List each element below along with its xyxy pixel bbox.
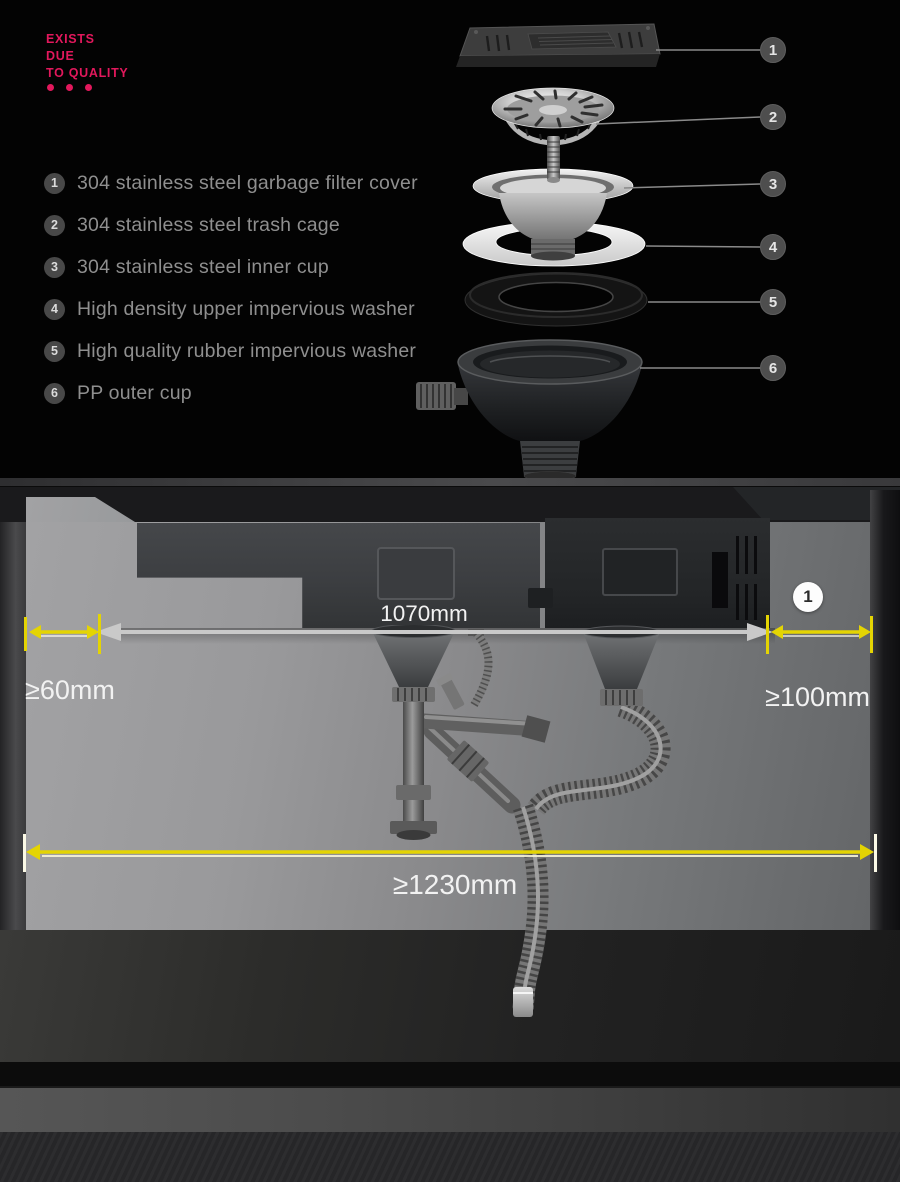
right-clearance-arrow <box>764 613 876 655</box>
sink-joint-tab <box>528 588 553 608</box>
list-item <box>44 246 464 288</box>
step-1-badge: 1 <box>793 582 823 612</box>
total-width-label: ≥1230mm <box>392 869 518 900</box>
cabinet-width-label: 1070mm <box>380 601 468 626</box>
sink-vent-slots-upper <box>736 536 762 574</box>
part-number-badge: 2 <box>44 215 65 236</box>
part-label: High density upper impervious washer <box>77 297 415 320</box>
callout-4: 4 <box>768 239 778 256</box>
part-label: 304 stainless steel inner cup <box>77 255 329 278</box>
exploded-parts-section <box>0 0 900 478</box>
parts-list <box>44 162 464 414</box>
brand-line-1: EXISTS <box>46 32 95 46</box>
callout-5: 5 <box>768 294 778 311</box>
part-label: High quality rubber impervious washer <box>77 339 417 362</box>
part-6-outer-cup <box>416 340 642 480</box>
brand-dots-decoration <box>47 84 92 91</box>
part-label: 304 stainless steel garbage filter cover <box>77 171 418 194</box>
list-item <box>44 204 464 246</box>
part-number-badge: 4 <box>44 299 65 320</box>
room-floor <box>0 1132 900 1182</box>
list-item <box>44 330 464 372</box>
brand-line-2: DUE <box>46 49 75 63</box>
callout-6: 6 <box>768 360 778 377</box>
sink-vent-slots-lower <box>736 584 762 620</box>
left-clearance-label: ≥60mm <box>25 675 115 705</box>
sink-left-mount-plate <box>377 547 455 600</box>
exploded-drain-assembly-illustration <box>410 10 900 480</box>
right-clearance-label: ≥100mm <box>765 682 870 712</box>
callout-2: 2 <box>768 109 778 126</box>
callout-1: 1 <box>768 42 778 59</box>
sink-right-slot <box>712 552 728 608</box>
part-label: 304 stainless steel trash cage <box>77 213 340 236</box>
drain-branch-pipe <box>430 728 512 805</box>
right-drain-hose <box>536 707 661 809</box>
hose-tip <box>513 987 533 1017</box>
callout-badges <box>761 38 786 381</box>
part-2-trash-cage <box>492 88 614 183</box>
list-item <box>44 372 464 414</box>
kickboard <box>0 1086 900 1134</box>
section-divider <box>0 478 900 486</box>
list-item <box>44 162 464 204</box>
part-5-rubber-washer <box>465 273 647 326</box>
part-label: PP outer cup <box>77 381 192 404</box>
part-1-filter-cover <box>456 24 660 67</box>
part-number-badge: 5 <box>44 341 65 362</box>
list-item <box>44 288 464 330</box>
callout-3: 3 <box>768 176 778 193</box>
left-clearance-arrow <box>24 613 104 655</box>
drain-plumbing-illustration <box>340 625 700 1025</box>
brand-line-3: TO QUALITY <box>46 66 129 80</box>
part-number-badge: 1 <box>44 173 65 194</box>
sink-right-mount-plate <box>602 548 678 596</box>
cabinet-base-strip <box>0 1062 900 1086</box>
callout-lines <box>596 50 760 368</box>
part-number-badge: 6 <box>44 383 65 404</box>
part-number-badge: 3 <box>44 257 65 278</box>
brand-slogan <box>46 31 128 82</box>
